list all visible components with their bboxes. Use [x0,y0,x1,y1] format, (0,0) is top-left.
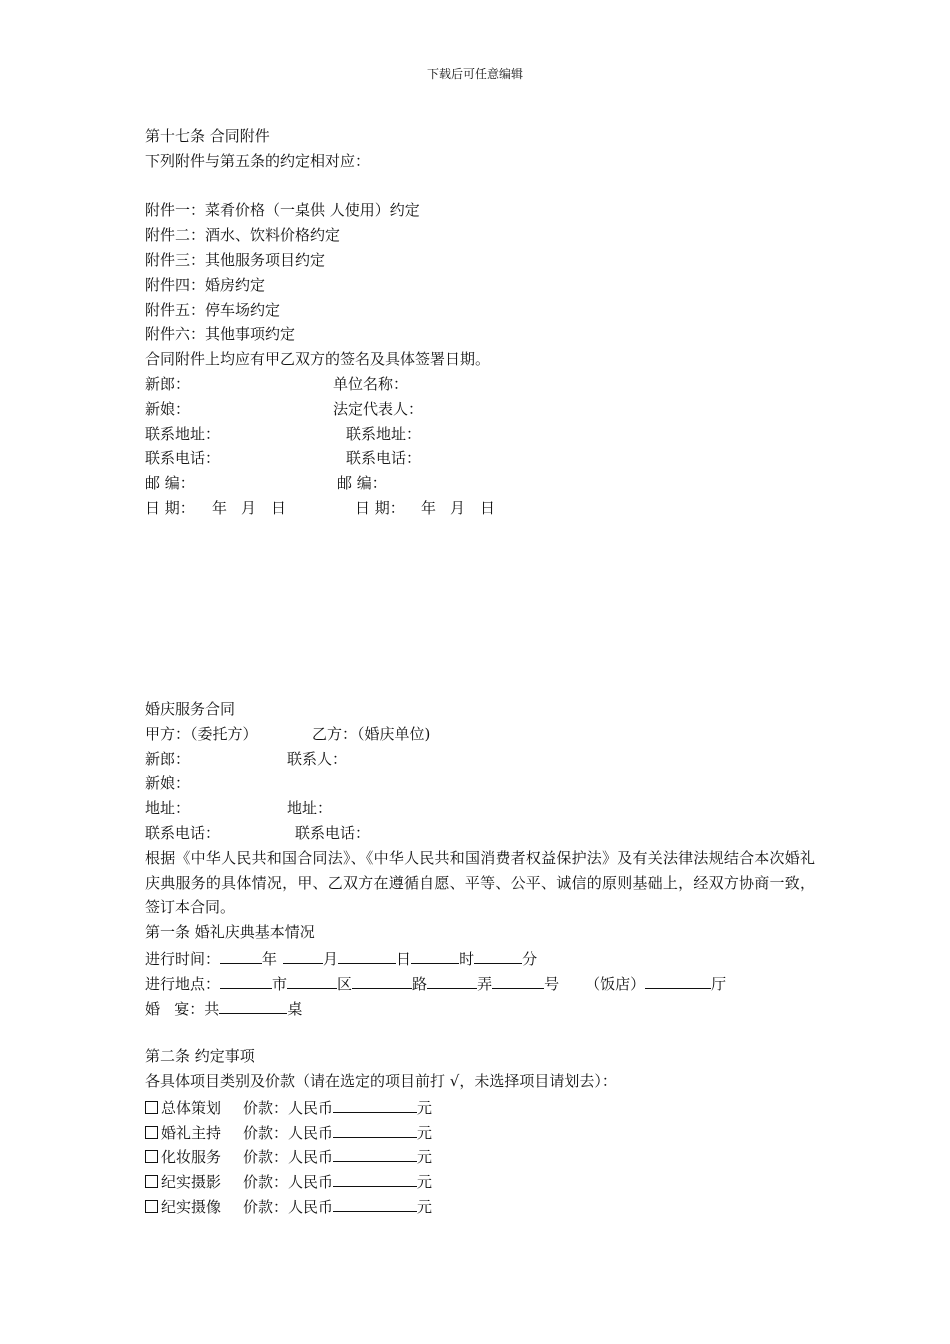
attachment-item: 附件一：菜肴价格（一桌供 人使用）约定 [145,201,420,220]
ceremony-time-row [145,945,815,970]
party-b-label: 乙方：（婚庆单位) [312,724,431,743]
month-unit: 月 [323,949,339,968]
signature-left-label: 新娘： [145,399,191,418]
checkbox-icon[interactable] [145,1126,158,1139]
date-right-label: 日 期： [355,498,405,517]
date-right-day: 日 [480,498,496,517]
contract-info-row [145,771,815,796]
month-blank[interactable] [283,945,323,964]
contract-section [145,697,815,1218]
number-unit: 号 [544,974,560,993]
tables-blank[interactable] [219,995,287,1014]
service-item-row [145,1193,815,1218]
info-left-label: 联系电话： [145,823,221,842]
day-blank[interactable] [338,945,396,964]
hall-blank[interactable] [645,970,711,989]
price-label: 价款：人民币 [243,1098,334,1117]
article-17-title: 第十七条 合同附件 [145,127,270,145]
price-blank[interactable] [333,1094,417,1113]
parties-row [145,722,815,747]
signature-right-label: 邮 编： [337,474,387,493]
lane-unit: 弄 [477,974,493,993]
banquet-unit: 桌 [287,999,303,1018]
info-right-label: 联系人： [287,749,348,768]
contract-info-row [145,796,815,821]
time-label: 进行时间： [145,949,221,968]
blank-line [145,1019,815,1044]
signature-row [145,471,815,496]
info-left-label: 新娘： [145,774,191,793]
price-blank[interactable] [333,1143,417,1162]
hall-unit: 厅 [711,974,727,993]
day-unit: 日 [396,949,412,968]
year-unit: 年 [262,949,278,968]
price-label: 价款：人民币 [243,1197,334,1216]
city-unit: 市 [272,974,288,993]
signature-row [145,422,815,447]
checkbox-icon[interactable] [145,1150,158,1163]
contract-title: 婚庆服务合同 [145,700,236,718]
ceremony-place-row [145,970,815,995]
checkbox-icon[interactable] [145,1200,158,1213]
signature-right-label: 单位名称： [333,374,409,393]
price-blank[interactable] [333,1119,417,1138]
price-unit: 元 [417,1148,433,1167]
hour-blank[interactable] [411,945,459,964]
attachment-item: 附件五：停车场约定 [145,300,281,319]
signature-row [145,446,815,471]
price-blank[interactable] [333,1168,417,1187]
price-unit: 元 [417,1173,433,1192]
attachment-item: 附件三：其他服务项目约定 [145,250,326,269]
signature-left-label: 联系电话： [145,449,221,468]
road-unit: 路 [412,974,428,993]
banquet-label: 婚 宴：共 [145,999,220,1018]
price-label: 价款：人民币 [243,1148,334,1167]
place-label: 进行地点： [145,974,221,993]
signature-right-label: 法定代表人： [333,399,424,418]
article-2-title: 第二条 约定事项 [145,1047,255,1066]
checkbox-icon[interactable] [145,1101,158,1114]
info-right-label: 地址： [287,799,333,818]
page-header: 下载后可任意编辑 [426,67,523,81]
signature-right-label: 联系地址： [346,424,422,443]
service-item-row [145,1143,815,1168]
checkbox-icon[interactable] [145,1175,158,1188]
price-unit: 元 [417,1098,433,1117]
date-left-day: 日 [271,498,287,517]
contract-info-row [145,747,815,772]
contract-preamble: 根据《中华人民共和国合同法》、《中华人民共和国消费者权益保护法》及有关法律法规结合本次婚礼庆典服务的具体情况，甲、乙双方在遵循自愿、平等、公平、诚信的原则基础上，经双方协商一致，签订本合同。 [145,848,815,917]
signature-row [145,397,815,422]
district-unit: 区 [337,974,353,993]
service-item-row [145,1119,815,1144]
party-a-label: 甲方：（委托方） [145,724,258,743]
signature-date-row [145,496,815,521]
banquet-row [145,995,815,1020]
contract-info-row [145,821,815,846]
article-1-title: 第一条 婚礼庆典基本情况 [145,923,315,942]
info-left-label: 地址： [145,799,191,818]
date-right-month: 月 [450,498,466,517]
info-right-label: 联系电话： [295,823,371,842]
price-blank[interactable] [333,1193,417,1212]
signature-left-label: 联系地址： [145,424,221,443]
article-17-section [145,124,815,521]
signature-row [145,372,815,397]
service-name: 纪实摄像 [161,1197,222,1216]
date-right-year: 年 [421,498,437,517]
attachment-note: 合同附件上均应有甲乙双方的签名及具体签署日期。 [145,350,491,369]
minute-unit: 分 [522,949,538,968]
date-left-label: 日 期： [145,498,195,517]
service-name: 纪实摄影 [161,1173,222,1192]
service-name: 化妆服务 [161,1148,222,1167]
price-unit: 元 [417,1123,433,1142]
signature-left-label: 邮 编： [145,474,195,493]
article-17-intro: 下列附件与第五条的约定相对应： [145,151,371,170]
blank-line [145,174,815,199]
service-name: 婚礼主持 [161,1123,222,1142]
service-item-row [145,1094,815,1119]
price-label: 价款：人民币 [243,1173,334,1192]
signature-right-label: 联系电话： [346,449,422,468]
minute-blank[interactable] [474,945,522,964]
district-blank[interactable] [287,970,337,989]
info-left-label: 新郎： [145,749,191,768]
date-left-month: 月 [241,498,257,517]
attachment-item: 附件六：其他事项约定 [145,325,296,344]
service-name: 总体策划 [161,1098,222,1117]
number-blank[interactable] [492,970,544,989]
service-item-row [145,1168,815,1193]
road-blank[interactable] [352,970,412,989]
signature-left-label: 新郎： [145,374,191,393]
price-unit: 元 [417,1197,433,1216]
lane-blank[interactable] [427,970,477,989]
price-label: 价款：人民币 [243,1123,334,1142]
article-2-intro: 各具体项目类别及价款（请在选定的项目前打 √，未选择项目请划去）： [145,1071,617,1090]
hour-unit: 时 [459,949,475,968]
attachment-item: 附件二：酒水、饮料价格约定 [145,226,341,245]
city-blank[interactable] [220,970,272,989]
year-blank[interactable] [220,945,262,964]
date-left-year: 年 [212,498,228,517]
hotel-label: （饭店） [585,974,646,993]
attachment-item: 附件四：婚房约定 [145,275,266,294]
